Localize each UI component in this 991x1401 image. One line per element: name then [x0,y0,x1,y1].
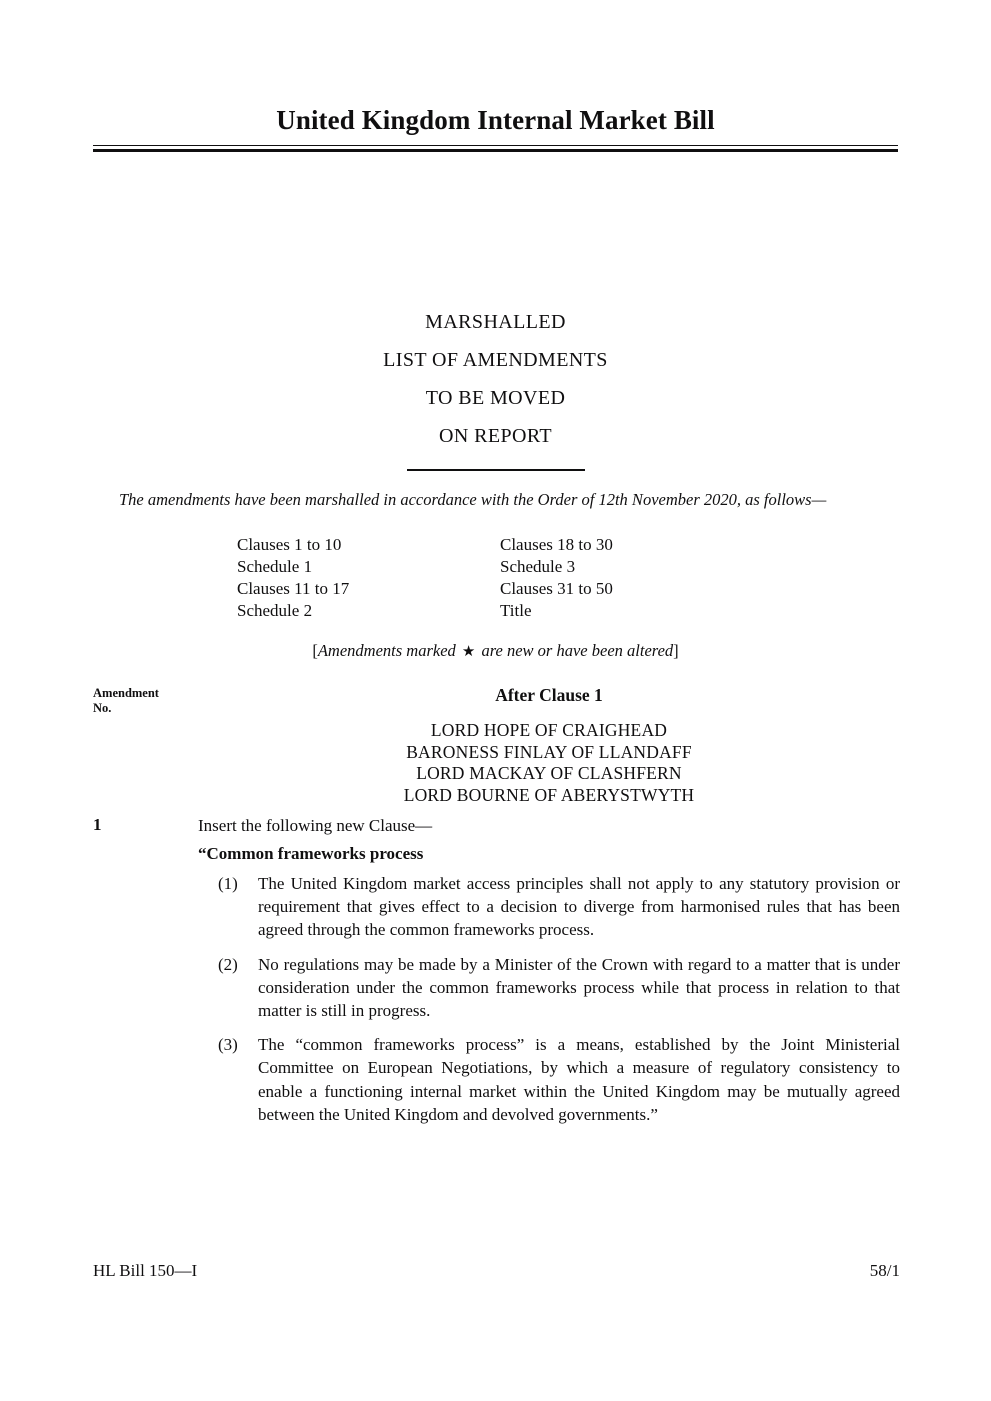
sponsor-name: BARONESS FINLAY OF LLANDAFF [406,741,692,762]
sponsor-name: LORD BOURNE OF ABERYSTWYTH [403,784,695,805]
star-note-close-bracket: ] [673,641,679,660]
index-row [237,578,797,600]
subparagraph-marker: (3) [218,1035,238,1055]
subparagraph-text: No regulations may be made by a Minister of the Crown with regard to a matter that is under consideration under the common frameworks process while that process in relation to that matter is still in progress. [258,954,900,1021]
sponsor-list [198,720,900,806]
index-left-item: Clauses 11 to 17 [237,579,350,598]
document-heading-block [93,303,898,455]
star-note-text-after: are new or have been altered [477,641,674,660]
sponsor-name: LORD HOPE OF CRAIGHEAD [430,720,668,740]
subparagraph-marker: (1) [218,874,238,893]
subparagraph-list [218,872,900,1126]
heading-line-1: MARSHALLED [425,311,566,333]
subparagraph [218,1033,900,1126]
amendment-no-column-header [93,686,203,716]
index-left-item: Schedule 1 [237,557,313,576]
heading-line-3: TO BE MOVED [425,387,566,409]
subparagraph-text: The United Kingdom market access principles shall not apply to any statutory provision or requirement that gives effect to a decision to diverge from harmonised rules that has been agreed through the common frameworks process. [258,874,900,940]
subparagraph-text: The “common frameworks process” is a means, established by the Joint Ministerial Committee on European Negotiations, by which a measure of regulatory consistency to enable a functioning internal market within the United Kingdom may be mutually agreed between the United Kingdom and devolved governments.” [258,1035,900,1124]
amendment-no-label-line2: No. [93,701,112,715]
clause-heading: After Clause 1 [495,685,603,705]
page-footer [93,1261,900,1281]
star-note-text-before: Amendments marked [317,641,460,660]
page-number: 58/1 [869,1261,900,1280]
heading-line-2: LIST OF AMENDMENTS [383,349,608,371]
page-title: United Kingdom Internal Market Bill [276,105,715,135]
index-right-item: Clauses 18 to 30 [500,535,613,554]
new-clause-title: “Common frameworks process [198,844,424,863]
intro-paragraph: The amendments have been marshalled in accordance with the Order of 12th November 2020, as follows— [119,490,827,509]
clause-index [237,534,797,622]
heading-line-4: ON REPORT [439,425,552,447]
sponsor-name: LORD MACKAY OF CLASHFERN [416,763,682,783]
amendment-lead-in: Insert the following new Clause— [198,816,433,835]
star-note [93,641,898,661]
index-left-item: Schedule 2 [237,601,313,620]
index-row [237,534,797,556]
subparagraph [218,953,900,1023]
section-separator-rule [407,469,585,471]
index-row [237,556,797,578]
index-right-item: Title [500,601,532,620]
amendment-number: 1 [93,815,102,834]
subparagraph [218,872,900,942]
bill-reference: HL Bill 150—I [93,1261,198,1280]
index-right-item: Clauses 31 to 50 [500,579,613,598]
index-row [237,600,797,622]
title-divider [93,145,898,152]
index-left-item: Clauses 1 to 10 [237,535,342,554]
star-note-open-bracket: [ [312,641,318,660]
star-icon: ★ [461,644,476,660]
divider-thick-line [93,149,898,152]
subparagraph-marker: (2) [218,954,238,974]
index-right-item: Schedule 3 [500,557,576,576]
amendment-no-label-line1: Amendment [93,686,159,700]
